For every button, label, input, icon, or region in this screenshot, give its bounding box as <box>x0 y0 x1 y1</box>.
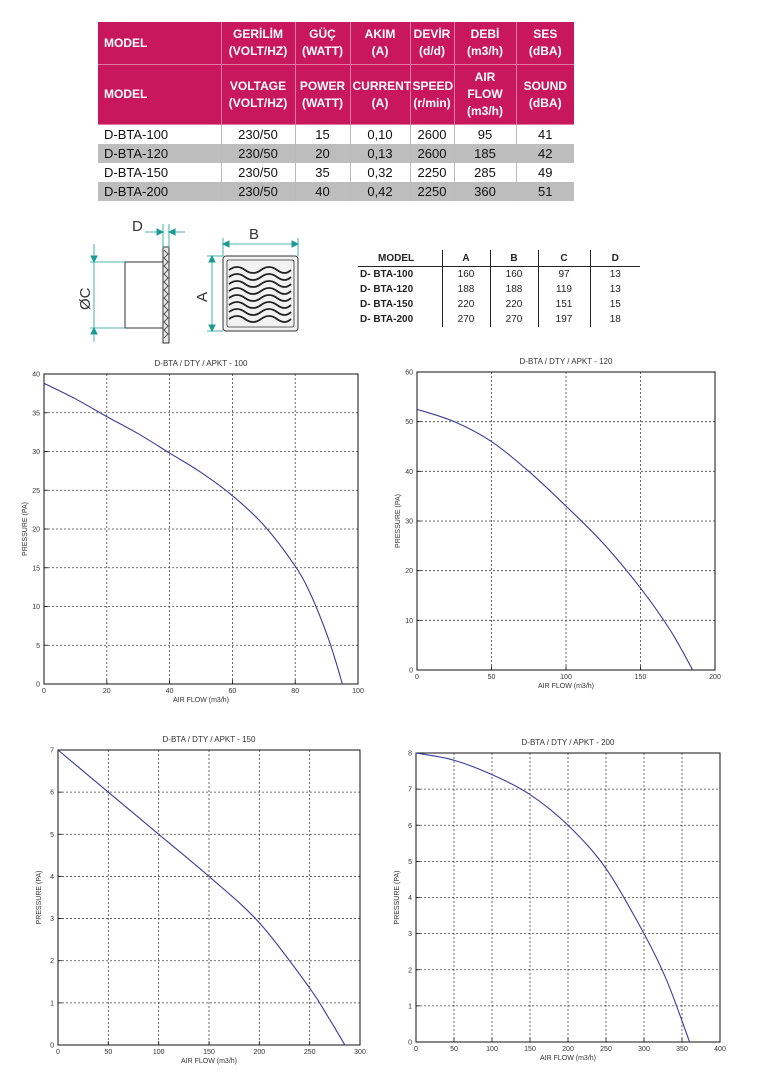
table-row <box>98 182 574 201</box>
x-tick-label: 150 <box>634 674 647 681</box>
x-tick-label: 350 <box>676 1046 688 1053</box>
x-tick-label: 60 <box>228 688 237 695</box>
dim-header-cell: C <box>538 250 590 267</box>
y-tick-label: 4 <box>408 895 412 902</box>
y-tick-label: 50 <box>405 419 413 427</box>
y-tick-label: 2 <box>408 967 412 975</box>
spec-header-tr <box>98 22 574 65</box>
spec-header-cell: VOLTAGE (VOLT/HZ) <box>221 65 295 125</box>
x-tick-label: 0 <box>42 688 46 695</box>
y-tick-label: 6 <box>408 822 412 830</box>
x-tick-label: 250 <box>303 1049 316 1056</box>
model-cell: D-BTA-150 <box>98 163 221 182</box>
c-dimension <box>90 244 125 342</box>
x-tick-label: 200 <box>709 674 721 681</box>
spec-header-en <box>98 65 574 125</box>
y-tick-label: 0 <box>50 1042 54 1050</box>
dim-b-cell: 270 <box>490 312 538 327</box>
spec-header-cell: AKIM (A) <box>350 22 410 65</box>
speed-cell: 2600 <box>410 125 454 145</box>
dim-model-cell: D- BTA-100 <box>358 267 442 283</box>
x-tick-label: 150 <box>203 1049 215 1056</box>
x-tick-label: 400 <box>714 1046 726 1053</box>
dim-header-cell: B <box>490 250 538 267</box>
pressure-curve <box>58 750 345 1045</box>
table-row <box>358 267 640 283</box>
y-axis-label: PRESSURE (PA) <box>36 870 43 925</box>
x-tick-label: 150 <box>524 1046 536 1053</box>
model-cell: D-BTA-120 <box>98 144 221 163</box>
x-tick-label: 100 <box>486 1046 498 1053</box>
sound-cell: 42 <box>516 144 574 163</box>
x-tick-label: 100 <box>560 674 572 681</box>
power-cell: 35 <box>295 163 350 182</box>
airflow-cell: 95 <box>454 125 516 145</box>
spec-header-cell: POWER (WATT) <box>295 65 350 125</box>
model-cell: D-BTA-200 <box>98 182 221 201</box>
y-tick-label: 40 <box>405 468 413 476</box>
chart-title: D-BTA / DTY / APKT - 100 <box>154 359 248 368</box>
airflow-cell: 185 <box>454 144 516 163</box>
chart-title: D-BTA / DTY / APKT - 120 <box>519 357 613 366</box>
dim-model-cell: D- BTA-120 <box>358 282 442 297</box>
current-cell: 0,32 <box>350 163 410 182</box>
y-tick-label: 6 <box>50 789 54 797</box>
dim-header-cell: D <box>590 250 640 267</box>
y-tick-label: 0 <box>36 681 40 689</box>
y-tick-label: 4 <box>50 873 54 881</box>
y-tick-label: 40 <box>32 371 40 379</box>
x-tick-label: 100 <box>352 688 364 695</box>
y-tick-label: 3 <box>408 931 412 939</box>
power-cell: 40 <box>295 182 350 201</box>
dimension-drawing <box>60 210 320 350</box>
x-tick-label: 0 <box>415 674 419 681</box>
y-tick-label: 25 <box>32 487 40 495</box>
y-tick-label: 0 <box>409 667 413 675</box>
label-b: B <box>249 226 260 243</box>
y-axis-label: PRESSURE (PA) <box>22 502 29 556</box>
x-tick-label: 0 <box>56 1049 60 1056</box>
dim-a-cell: 160 <box>442 267 490 283</box>
y-tick-label: 1 <box>50 1000 54 1008</box>
x-tick-label: 200 <box>562 1046 574 1053</box>
y-tick-label: 35 <box>32 410 40 418</box>
y-axis-label: PRESSURE (PA) <box>394 870 401 925</box>
dim-b-cell: 188 <box>490 282 538 297</box>
chart-dbta-100 <box>18 352 368 704</box>
dim-d-cell: 13 <box>609 269 621 280</box>
table-row <box>358 297 640 312</box>
dim-header-row <box>358 250 640 267</box>
dimension-table <box>358 250 640 327</box>
y-tick-label: 30 <box>405 518 413 526</box>
chart-dbta-200 <box>390 734 730 1066</box>
dim-c-cell: 151 <box>538 297 590 312</box>
x-tick-label: 50 <box>487 674 496 681</box>
spec-header-cell: GÜÇ (WATT) <box>295 22 350 65</box>
spec-header-cell: SES (dBA) <box>516 22 574 65</box>
front-view <box>223 256 298 331</box>
x-tick-label: 50 <box>450 1046 458 1053</box>
chart-dbta-120 <box>388 350 728 696</box>
dim-model-cell: D- BTA-200 <box>358 312 442 327</box>
dim-c-cell: 197 <box>538 312 590 327</box>
chart-title: D-BTA / DTY / APKT - 200 <box>521 738 615 747</box>
dim-c-cell: 97 <box>538 267 590 283</box>
power-cell: 20 <box>295 144 350 163</box>
voltage-cell: 230/50 <box>221 125 295 145</box>
y-tick-label: 10 <box>405 617 413 625</box>
label-d: D <box>132 218 143 235</box>
spec-header-cell: GERİLİM (VOLT/HZ) <box>221 22 295 65</box>
voltage-cell: 230/50 <box>221 144 295 163</box>
x-tick-label: 40 <box>165 688 174 695</box>
chart-dbta-150 <box>33 733 373 1068</box>
dim-b-cell: 220 <box>490 297 538 312</box>
table-row <box>358 312 640 327</box>
model-cell: D-BTA-100 <box>98 125 221 145</box>
speed-cell: 2250 <box>410 163 454 182</box>
power-cell: 15 <box>295 125 350 145</box>
dim-a-cell: 188 <box>442 282 490 297</box>
sound-cell: 41 <box>516 125 574 145</box>
spec-header-cell: SPEED (r/min) <box>410 65 454 125</box>
label-a: A <box>194 291 211 302</box>
speed-cell: 2250 <box>410 182 454 201</box>
y-tick-label: 0 <box>408 1039 412 1047</box>
spec-header-cell: AIR FLOW (m3/h) <box>454 65 516 125</box>
y-tick-label: 5 <box>50 831 54 839</box>
x-tick-label: 20 <box>102 688 111 695</box>
y-tick-label: 3 <box>50 916 54 924</box>
voltage-cell: 230/50 <box>221 182 295 201</box>
table-row <box>98 144 574 163</box>
dim-header-cell: A <box>442 250 490 267</box>
dim-model-cell: D- BTA-150 <box>358 297 442 312</box>
table-row <box>98 163 574 182</box>
table-row <box>98 125 574 145</box>
x-tick-label: 80 <box>291 688 300 695</box>
sound-cell: 51 <box>516 182 574 201</box>
x-axis-label: AIR FLOW (m3/h) <box>180 1058 238 1065</box>
current-cell: 0,13 <box>350 144 410 163</box>
spec-header-cell: DEVİR (d/d) <box>410 22 454 65</box>
x-tick-label: 300 <box>354 1049 366 1056</box>
y-tick-label: 1 <box>408 1003 412 1011</box>
dim-d-cell: 18 <box>609 314 621 325</box>
x-tick-label: 0 <box>414 1046 418 1053</box>
airflow-cell: 360 <box>454 182 516 201</box>
y-tick-label: 60 <box>405 369 413 377</box>
d-dimension <box>145 224 185 248</box>
x-tick-label: 50 <box>104 1049 113 1056</box>
dim-c-cell: 119 <box>538 282 590 297</box>
current-cell: 0,10 <box>350 125 410 145</box>
y-tick-label: 20 <box>405 568 413 576</box>
pressure-curve <box>44 383 342 684</box>
spec-header-cell: DEBİ (m3/h) <box>454 22 516 65</box>
dim-d-cell: 15 <box>609 299 621 310</box>
x-axis-label: AIR FLOW (m3/h) <box>539 1055 597 1062</box>
y-tick-label: 10 <box>32 604 40 611</box>
spec-header-cell: MODEL <box>98 22 221 65</box>
y-tick-label: 7 <box>408 786 412 794</box>
pressure-curve <box>417 409 693 670</box>
dim-d-cell: 13 <box>609 284 621 295</box>
current-cell: 0,42 <box>350 182 410 201</box>
dim-a-cell: 270 <box>442 312 490 327</box>
spec-header-cell: MODEL <box>98 65 221 125</box>
speed-cell: 2600 <box>410 144 454 163</box>
spec-header-cell: CURRENT (A) <box>350 65 410 125</box>
spec-table <box>98 22 574 201</box>
side-view <box>125 247 169 343</box>
dim-a-cell: 220 <box>442 297 490 312</box>
y-tick-label: 2 <box>50 958 54 966</box>
label-c: ØC <box>77 287 94 310</box>
y-tick-label: 20 <box>32 526 40 534</box>
y-axis-label: PRESSURE (PA) <box>395 494 402 548</box>
y-tick-label: 5 <box>408 858 412 866</box>
table-row <box>358 282 640 297</box>
y-tick-label: 7 <box>50 747 54 755</box>
sound-cell: 49 <box>516 163 574 182</box>
y-tick-label: 5 <box>36 642 40 650</box>
spec-header-cell: SOUND (dBA) <box>516 65 574 125</box>
voltage-cell: 230/50 <box>221 163 295 182</box>
x-tick-label: 300 <box>638 1046 650 1053</box>
airflow-cell: 285 <box>454 163 516 182</box>
x-axis-label: AIR FLOW (m3/h) <box>172 697 230 704</box>
dim-header-cell: MODEL <box>358 250 442 267</box>
y-tick-label: 8 <box>408 750 412 758</box>
x-tick-label: 200 <box>253 1049 266 1056</box>
y-tick-label: 30 <box>32 449 40 456</box>
chart-title: D-BTA / DTY / APKT - 150 <box>162 735 256 744</box>
y-tick-label: 15 <box>32 565 40 573</box>
x-tick-label: 250 <box>600 1046 612 1053</box>
b-dimension <box>223 238 298 256</box>
x-tick-label: 100 <box>152 1049 165 1056</box>
dim-b-cell: 160 <box>490 267 538 283</box>
x-axis-label: AIR FLOW (m3/h) <box>537 683 595 690</box>
